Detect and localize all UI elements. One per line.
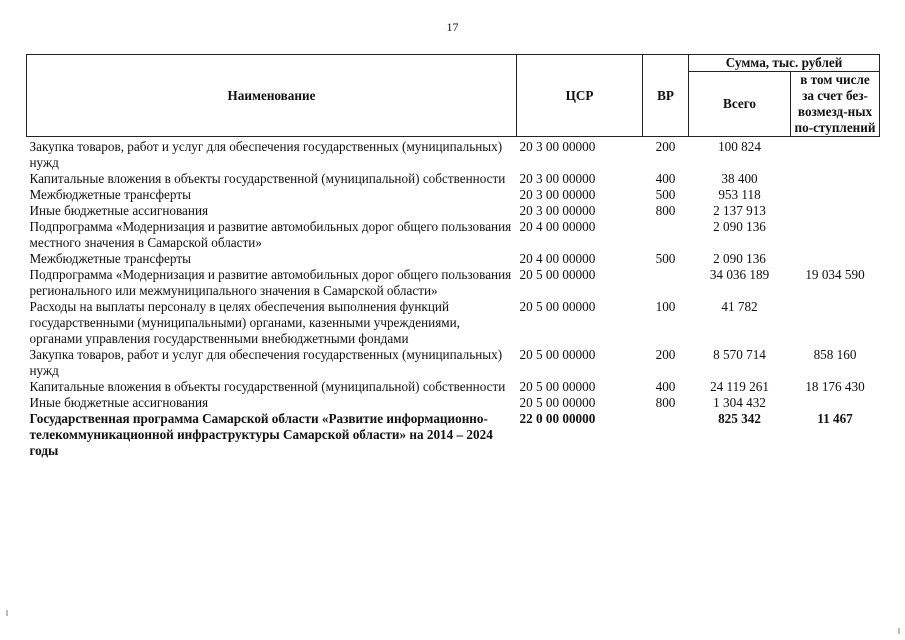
cell-name: Закупка товаров, работ и услуг для обеспечения государственных (муниципальных) нужд [29, 139, 503, 170]
header-total: Всего [689, 72, 791, 137]
cell-name: Закупка товаров, работ и услуг для обеспечения государственных (муниципальных) нужд [29, 347, 503, 378]
cell-grant: 18 176 430 [805, 379, 865, 394]
cell-name: Капитальные вложения в объекты государственной (муниципальной) собственности [29, 171, 506, 186]
cell-csr: 20 5 00 00000 [519, 395, 596, 410]
cell-total: 1 304 432 [713, 395, 766, 410]
cell-csr: 22 0 00 00000 [519, 411, 596, 426]
cell-grant [791, 203, 880, 219]
cell-total: 24 119 261 [710, 379, 769, 394]
cell-name: Иные бюджетные ассигнования [29, 395, 209, 410]
table-header [27, 55, 880, 137]
cell-total: 38 400 [721, 171, 758, 186]
cell-total: 2 090 136 [713, 219, 766, 234]
cell-csr: 20 5 00 00000 [519, 347, 596, 362]
table-row [27, 395, 880, 411]
cell-grant [791, 219, 880, 251]
table-row [27, 411, 880, 459]
cell-total: 8 570 714 [713, 347, 766, 362]
cell-csr: 20 4 00 00000 [519, 251, 596, 266]
table-row [27, 137, 880, 172]
cell-vr: 100 [655, 299, 676, 314]
cell-grant [791, 137, 880, 172]
page-number: 17 [446, 20, 459, 34]
table-row [27, 347, 880, 379]
cell-name: Государственная программа Самарской области «Развитие информационно-телекоммуникационной инфраструктуры Самарской области» на 2014 – 2024 годы [29, 411, 493, 458]
cell-vr: 200 [655, 347, 676, 362]
cell-name: Подпрограмма «Модернизация и развитие автомобильных дорог общего пользования местного значения в Самарской области» [29, 219, 512, 250]
cell-csr: 20 3 00 00000 [519, 187, 596, 202]
table-row [27, 379, 880, 395]
cell-csr: 20 5 00 00000 [519, 379, 596, 394]
cell-grant: 858 160 [813, 347, 857, 362]
cell-vr: 800 [655, 203, 676, 218]
scan-mark [6, 610, 8, 616]
cell-total: 41 782 [721, 299, 758, 314]
table-body [27, 137, 880, 460]
table-row [27, 267, 880, 299]
cell-grant [791, 299, 880, 347]
header-grant: в том числе за счет без-возмезд-ных по-ступлений [791, 72, 880, 137]
cell-total: 34 036 189 [709, 267, 770, 282]
cell-grant [791, 251, 880, 267]
cell-csr: 20 4 00 00000 [519, 219, 596, 234]
cell-vr: 800 [655, 395, 676, 410]
cell-csr: 20 3 00 00000 [519, 139, 596, 154]
cell-total: 100 824 [718, 139, 761, 154]
header-name: Наименование [27, 55, 517, 137]
cell-grant: 19 034 590 [805, 267, 865, 282]
cell-grant [791, 395, 880, 411]
cell-vr [643, 219, 689, 251]
table-row [27, 187, 880, 203]
cell-name: Межбюджетные трансферты [29, 251, 191, 266]
cell-name: Расходы на выплаты персоналу в целях обеспечения выполнения функций государственными (муниципальными) органами, казенными учреждениями, органами управления государственными внебюджетными фондами [29, 299, 460, 346]
cell-total: 2 090 136 [713, 251, 766, 266]
cell-vr: 200 [655, 139, 676, 154]
budget-table [26, 54, 880, 459]
cell-vr: 500 [655, 251, 676, 266]
cell-name: Подпрограмма «Модернизация и развитие автомобильных дорог общего пользования регионального или межмуниципального значения в Самарской области» [29, 267, 512, 298]
cell-name: Капитальные вложения в объекты государственной (муниципальной) собственности [29, 379, 506, 394]
cell-grant: 11 467 [817, 411, 853, 426]
cell-grant [791, 187, 880, 203]
cell-vr: 400 [655, 379, 676, 394]
cell-csr: 20 5 00 00000 [519, 267, 596, 282]
cell-csr: 20 3 00 00000 [519, 171, 596, 186]
cell-csr: 20 5 00 00000 [519, 299, 596, 314]
cell-csr: 20 3 00 00000 [519, 203, 596, 218]
header-csr: ЦСР [517, 55, 643, 137]
header-sum: Сумма, тыс. рублей [689, 55, 880, 72]
cell-total: 2 137 913 [713, 203, 766, 218]
table-row [27, 219, 880, 251]
table-row [27, 171, 880, 187]
header-vr: ВР [643, 55, 689, 137]
cell-vr [643, 267, 689, 299]
cell-total: 825 342 [718, 411, 761, 426]
cell-name: Иные бюджетные ассигнования [29, 203, 209, 218]
table-row [27, 299, 880, 347]
table-row [27, 251, 880, 267]
cell-vr: 500 [655, 187, 676, 202]
scan-mark [898, 628, 900, 634]
table-row [27, 203, 880, 219]
cell-vr: 400 [655, 171, 676, 186]
cell-name: Межбюджетные трансферты [29, 187, 191, 202]
cell-vr [643, 411, 689, 459]
cell-grant [791, 171, 880, 187]
cell-total: 953 118 [718, 187, 761, 202]
